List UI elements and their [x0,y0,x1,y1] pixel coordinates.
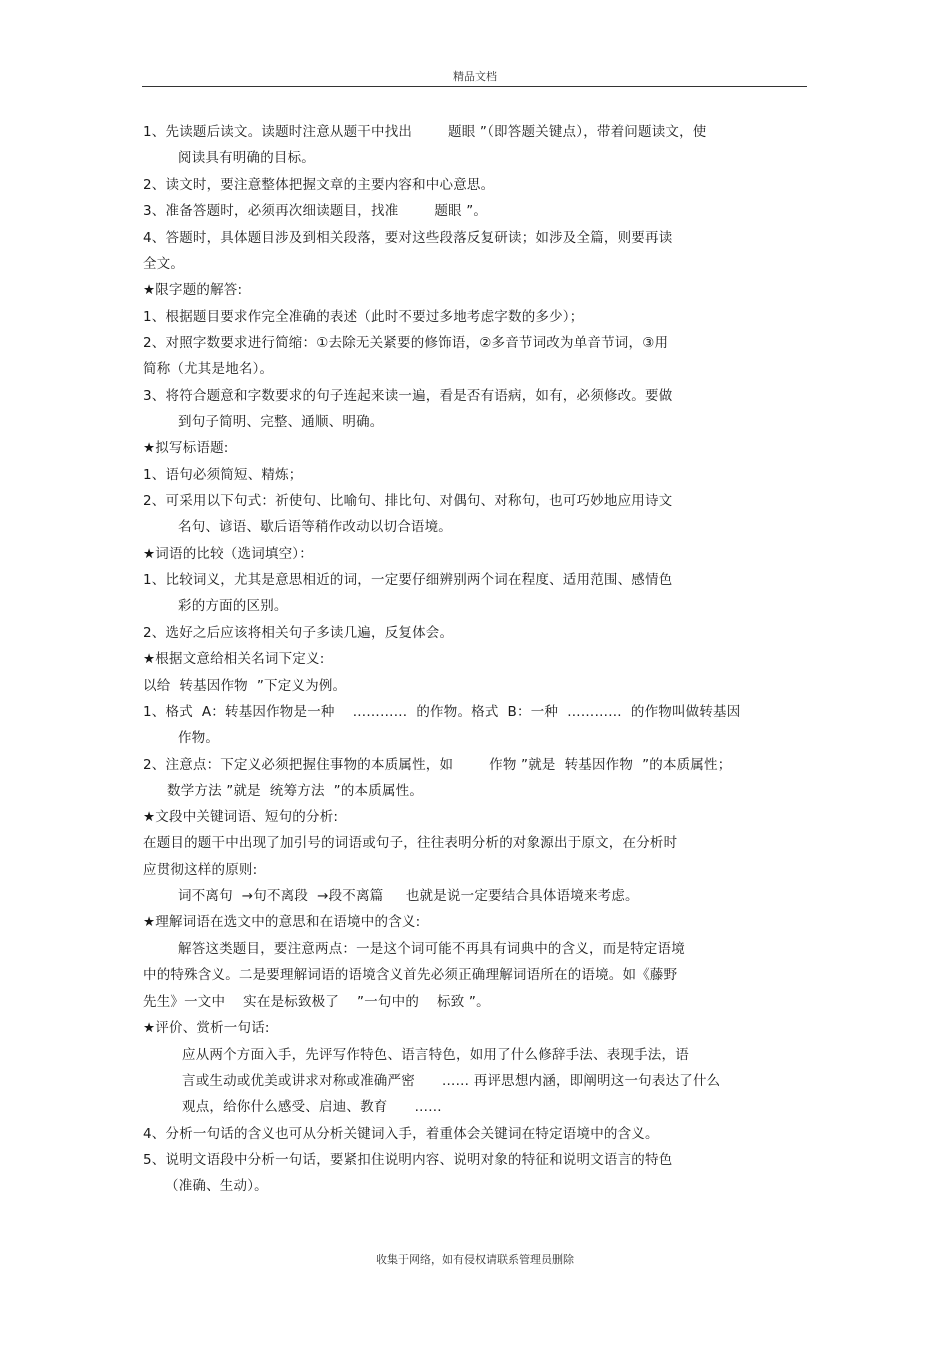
section-heading: ★拟写标语题: [143,440,229,456]
text-line: 4、答题时，具体题目涉及到相关段落，要对这些段落反复研读；如涉及全篇，则要再读 [143,230,673,246]
text-line: 作物。 [178,730,220,746]
text-line: 词不离句 →句不离段 →段不离篇 也就是说一定要结合具体语境来考虑。 [178,888,639,904]
page-header: 精品文档 [453,70,497,83]
text-line: （准确、生动）。 [165,1178,268,1194]
section-heading: ★评价、赏析一句话: [143,1020,270,1036]
text-line: 名句、谚语、歇后语等稍作改动以切合语境。 [178,519,452,535]
text-line: 先生》一文中 实在是标致极了 ”一句中的 标致 ”。 [143,994,490,1010]
text-line: 4、分析一句话的含义也可从分析关键词入手，着重体会关键词在特定语境中的含义。 [143,1126,659,1142]
section-heading: ★词语的比较（选词填空）： [143,546,313,562]
section-heading: ★文段中关键词语、短句的分析: [143,809,339,825]
text-line: 解答这类题目，要注意两点：一是这个词可能不再具有词典中的含义，而是特定语境 [178,941,685,957]
text-line: 应贯彻这样的原则: [143,862,258,878]
text-line: 3、准备答题时，必须再次细读题目，找准 题眼 ”。 [143,203,488,219]
text-line: 应从两个方面入手，先评写作特色、语言特色，如用了什么修辞手法、表现手法，语 [182,1047,689,1063]
section-heading: ★限字题的解答: [143,282,243,298]
text-line: 中的特殊含义。二是要理解词语的语境含义首先必须正确理解词语所在的语境。如《藤野 [143,967,678,983]
text-line: 1、比较词义，尤其是意思相近的词，一定要仔细辨别两个词在程度、适用范围、感情色 [143,572,673,588]
text-line: 言或生动或优美或讲求对称或准确严密 …… 再评思想内涵，即阐明这一句表达了什么 [182,1073,721,1089]
text-line: 2、可采用以下句式：祈使句、比喻句、排比句、对偶句、对称句，也可巧妙地应用诗文 [143,493,673,509]
text-line: 2、注意点：下定义必须把握住事物的本质属性，如 作物 ”就是 转基因作物 ”的本质属性； [143,757,732,773]
text-line: 2、选好之后应该将相关句子多读几遍，反复体会。 [143,625,454,641]
text-line: 到句子简明、完整、通顺、明确。 [178,414,384,430]
text-line: 1、根据题目要求作完全准确的表述（此时不要过多地考虑字数的多少）； [143,309,584,325]
text-line: 1、语句必须简短、精炼； [143,467,303,483]
text-line: 以给 转基因作物 ”下定义为例。 [143,678,347,694]
section-heading: ★理解词语在选文中的意思和在语境中的含义: [143,914,421,930]
text-line: 2、对照字数要求进行简缩：①去除无关紧要的修饰语，②多音节词改为单音节词，③用 [143,335,669,351]
text-line: 1、格式 A：转基因作物是一种 ………… 的作物。格式 B：一种 ………… 的作物叫做转基因 [143,704,741,720]
text-line: 数学方法 ”就是 统筹方法 ”的本质属性。 [167,783,424,799]
text-line: 1、先读题后读文。读题时注意从题干中找出 题眼 ”（即答题关键点），带着问题读文，使 [143,124,707,140]
text-line: 2、读文时，要注意整体把握文章的主要内容和中心意思。 [143,177,495,193]
text-line: 全文。 [143,256,185,272]
text-line: 观点，给你什么感受、启迪、教育 …… [182,1099,442,1115]
text-line: 在题目的题干中出现了加引号的词语或句子，往往表明分析的对象源出于原文，在分析时 [143,835,678,851]
text-line: 简称（尤其是地名）。 [143,361,274,377]
page-footer: 收集于网络，如有侵权请联系管理员删除 [376,1253,574,1266]
text-line: 5、说明文语段中分析一句话，要紧扣住说明内容、说明对象的特征和说明文语言的特色 [143,1152,673,1168]
text-line: 3、将符合题意和字数要求的句子连起来读一遍，看是否有语病，如有，必须修改。要做 [143,388,673,404]
header-divider [142,86,807,87]
section-heading: ★根据文意给相关名词下定义: [143,651,325,667]
text-line: 彩的方面的区别。 [178,598,288,614]
text-line: 阅读具有明确的目标。 [178,150,315,166]
